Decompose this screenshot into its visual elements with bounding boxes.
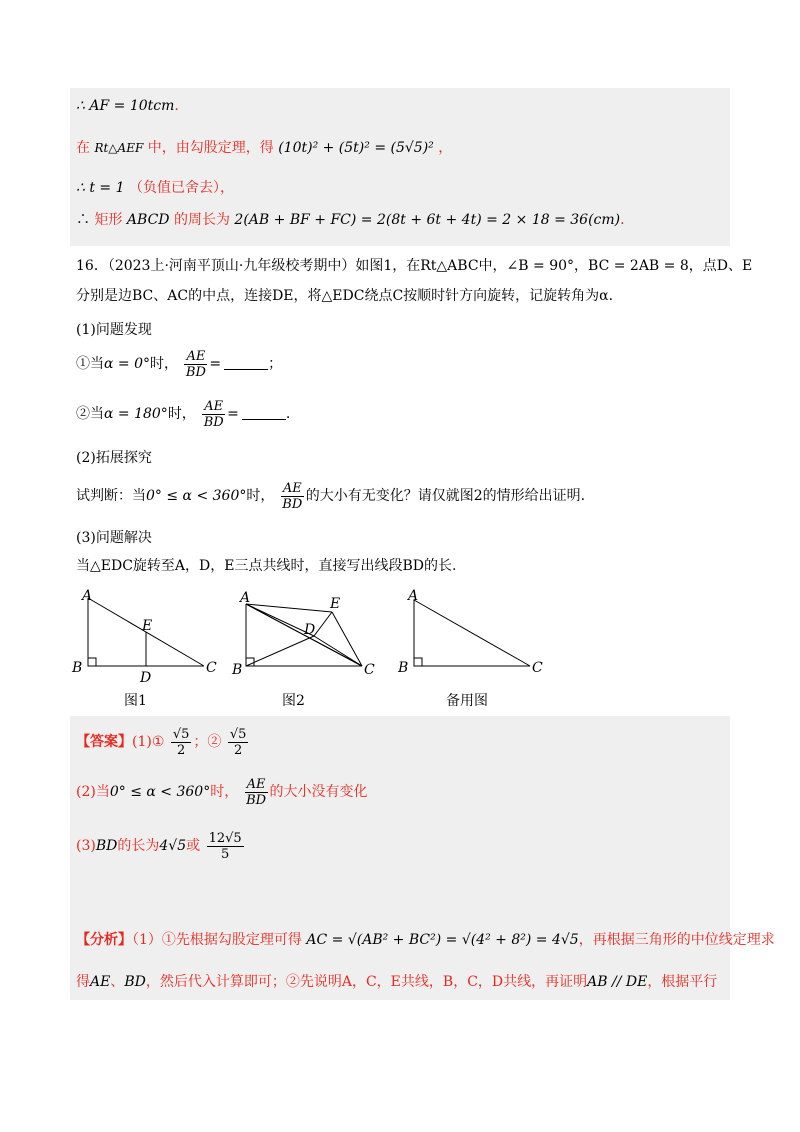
answer-line-3: (3)BD的长为4√5或 $\frac{12√5}{5}$ — [76, 830, 242, 862]
ae-bd-fraction: $\frac{AE}{BD}$ — [246, 776, 267, 808]
figure-1-caption: 图1 — [124, 693, 147, 709]
fig1-label-b: B — [72, 660, 83, 676]
solution-line-4: ∴ 矩形 ABCD 的周长为 2(AB + BF + FC) = 2(8t + 6t + 4t) = 2 × 18 = 36(cm). — [76, 212, 625, 228]
ac-formula: AC = √(AB² + BC²) = √(4² + 8²) = 4√5 — [306, 932, 579, 948]
fig3-label-b: B — [398, 660, 409, 676]
answer-blank-1[interactable] — [224, 369, 268, 370]
fig1-label-c: C — [206, 660, 217, 676]
ae-bd-fraction: $\frac{AE}{BD}$ — [203, 398, 224, 430]
figure-1 — [70, 588, 230, 688]
part-2-question: 试判断：当0° ≤ α < 360°时， $\frac{AE}{BD}$ 的大小有无变化？请仅就图2的情形给出证明. — [76, 480, 586, 512]
fig2-label-c: C — [364, 662, 375, 678]
fig2-label-e: E — [330, 596, 341, 612]
solution-line-2: 在 Rt△AEF 中，由勾股定理，得 (10t)² + (5t)² = (5√5)² ， — [76, 140, 453, 156]
question-1: ①当α = 0°时， $\frac{AE}{BD}$ = ； — [76, 348, 283, 380]
answer-blank-2[interactable] — [242, 419, 286, 420]
part-2-title: (2)拓展探究 — [76, 450, 152, 466]
fig1-label-a: A — [82, 588, 93, 604]
part-3-question: 当△EDC旋转至A，D，E三点共线时，直接写出线段BD的长. — [76, 558, 457, 574]
negative-discarded-note: （负值已舍去）， — [128, 180, 234, 196]
ae-bd-fraction: $\frac{AE}{BD}$ — [282, 480, 303, 512]
fig2-label-b: B — [232, 662, 243, 678]
figure-2 — [228, 588, 388, 688]
ae-bd-fraction: $\frac{AE}{BD}$ — [185, 348, 206, 380]
figure-backup-caption: 备用图 — [446, 693, 488, 709]
analysis-line-1: 【分析】（1）①先根据勾股定理可得 AC = √(AB² + BC²) = √(4² + 8²) = 4√5，再根据三角形的中位线定理求 — [76, 932, 775, 948]
part-1-title: (1)问题发现 — [76, 322, 152, 338]
pythagoras-formula: (10t)² + (5t)² = (5√5)² — [278, 140, 434, 156]
solution-line-3 — [76, 178, 234, 198]
af-formula: ∴ AF = 10tcm — [76, 98, 175, 114]
answer-fraction-2: $\frac{√5}{2}$ — [229, 726, 247, 758]
answer-line-1: 【答案】(1)① $\frac{√5}{2}$ ；② $\frac{√5}{2}$ — [76, 726, 247, 758]
perimeter-formula: 2(AB + BF + FC) = 2(8t + 6t + 4t) = 2 × 18 = 36(cm) — [234, 212, 621, 228]
fig3-label-c: C — [532, 660, 543, 676]
fig1-label-e: E — [142, 618, 153, 634]
solution-line-1: ∴ AF = 10tcm. — [76, 98, 179, 114]
fig3-label-a: A — [408, 588, 419, 604]
answer-line-2: (2)当0° ≤ α < 360°时， $\frac{AE}{BD}$ 的大小没有变化 — [76, 776, 368, 808]
fig2-label-a: A — [240, 590, 251, 606]
rt-aef: Rt△AEF — [94, 141, 144, 155]
answer-tag: 【答案】 — [76, 734, 132, 750]
problem-16-line-1: 16．（2023上·河南平顶山·九年级校考期中）如图1，在Rt△ABC中，∠B = 90°，BC = 2AB = 8，点D、E — [76, 258, 753, 274]
problem-16-line-2: 分别是边BC、AC的中点，连接DE，将△EDC绕点C按顺时针方向旋转，记旋转角为α. — [76, 288, 614, 304]
fig2-label-d: D — [304, 622, 316, 638]
answer-fraction-1: $\frac{√5}{2}$ — [172, 726, 190, 758]
figure-2-caption: 图2 — [282, 693, 305, 709]
question-2: ②当α = 180°时， $\frac{AE}{BD}$ = . — [76, 398, 291, 430]
t-value: ∴ t = 1 — [76, 180, 125, 196]
part-3-title: (3)问题解决 — [76, 530, 152, 546]
analysis-tag: 【分析】 — [76, 932, 132, 948]
analysis-line-2: 得AE、BD，然后代入计算即可；②先说明A，C，E共线，B，C，D共线，再证明AB // DE，根据平行 — [76, 974, 718, 990]
figure-backup — [396, 588, 556, 688]
answer-fraction-3: $\frac{12√5}{5}$ — [208, 830, 242, 862]
fig1-label-d: D — [140, 670, 152, 686]
